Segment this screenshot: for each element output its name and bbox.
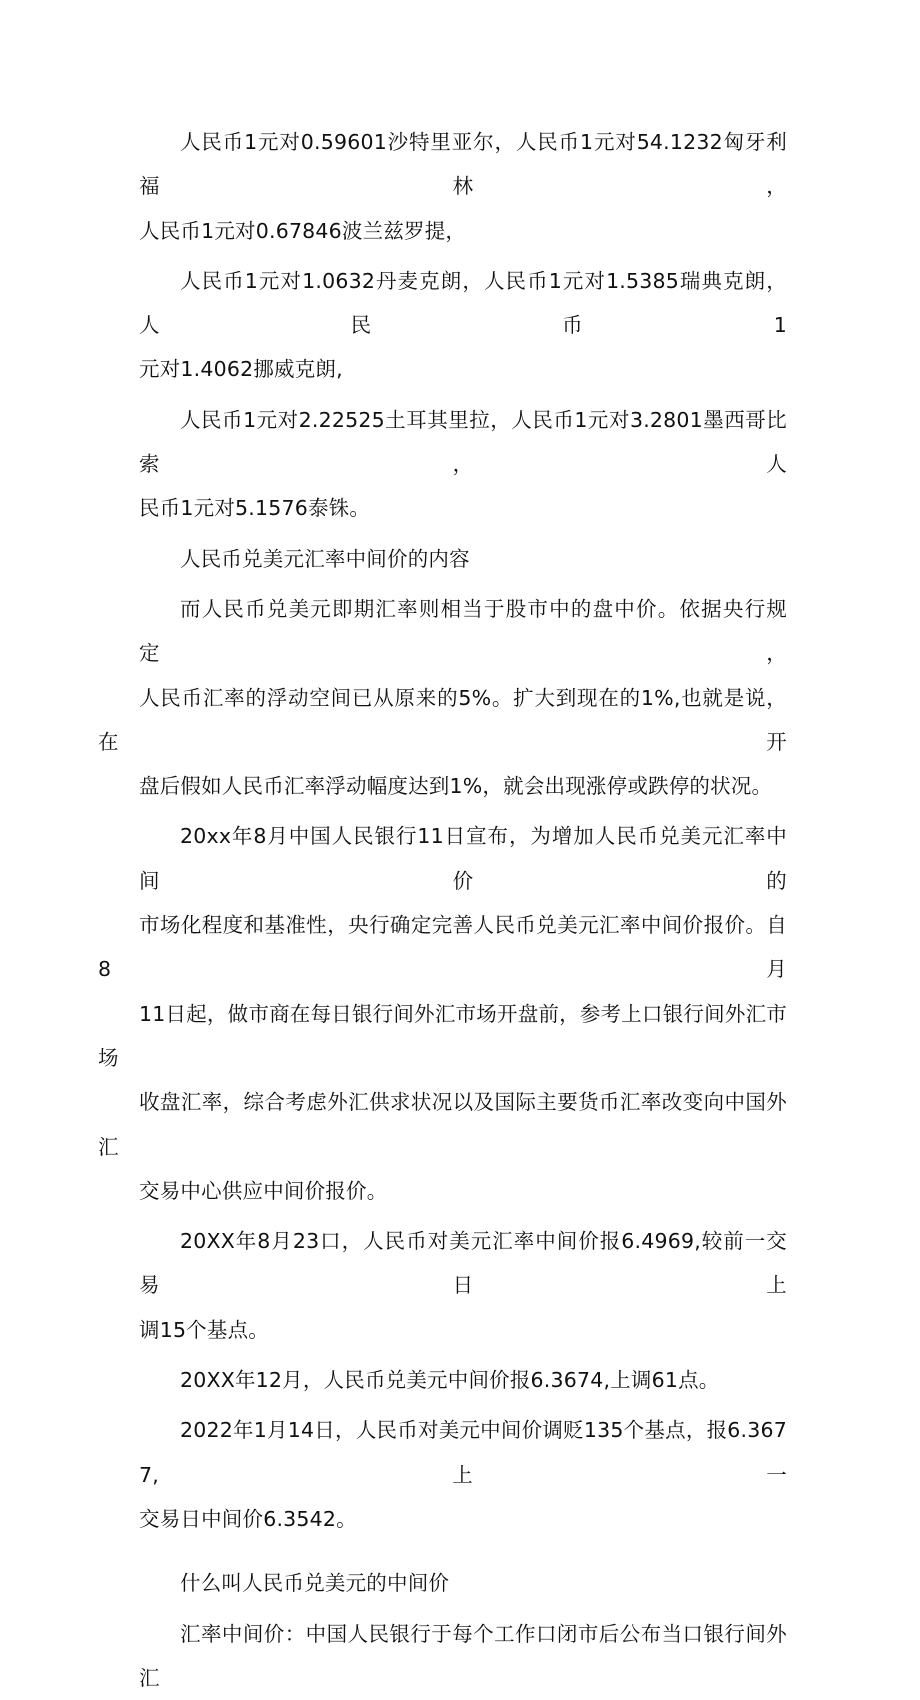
text-line: 汇率中间价：中国人民银行于每个工作口闭市后公布当口银行间外汇 bbox=[139, 1612, 787, 1700]
text-line: 交易日中间价6.3542。 bbox=[98, 1497, 787, 1541]
text-line: 人民币1元对1.0632丹麦克朗，人民币1元对1.5385瑞典克朗，人民币1 bbox=[139, 259, 787, 348]
paragraph-dec-rate bbox=[139, 1358, 787, 1402]
text-line: 民币1元对5.1576泰铢。 bbox=[98, 486, 787, 530]
section-heading-what-is-midrate: 什么叫人民币兑美元的中间价 bbox=[139, 1561, 787, 1605]
paragraph-2022-rate bbox=[139, 1408, 787, 1541]
paragraph-exchange-rates-3 bbox=[139, 398, 787, 531]
text-line: 而人民币兑美元即期汇率则相当于股市中的盘中价。依据央行规定， bbox=[139, 587, 787, 676]
document-body bbox=[139, 120, 787, 1700]
paragraph-exchange-rates-2 bbox=[139, 259, 787, 392]
text-line: 人民币1元对0.67846波兰兹罗提， bbox=[139, 209, 787, 253]
paragraph-aug-23-rate bbox=[139, 1219, 787, 1352]
text-line: 11日起，做市商在每日银行间外汇市场开盘前，参考上口银行间外汇市场 bbox=[98, 992, 787, 1081]
text-line: 20xx年8月中国人民银行11日宣布，为增加人民币兑美元汇率中间价的 bbox=[139, 814, 787, 903]
paragraph-pboc-announcement bbox=[139, 814, 787, 1213]
text-line: 人民币1元对2.22525土耳其里拉，人民币1元对3.2801墨西哥比索，人 bbox=[139, 398, 787, 487]
paragraph-exchange-rates-1 bbox=[139, 120, 787, 253]
text-line: 交易中心供应中间价报价。 bbox=[98, 1169, 787, 1213]
text-line: 人民币1元对0.59601沙特里亚尔，人民币1元对54.1232匈牙利福林， bbox=[139, 120, 787, 209]
text-line: 收盘汇率，综合考虑外汇供求状况以及国际主要货币汇率改变向中国外汇 bbox=[98, 1080, 787, 1169]
text-line: 2022年1月14日，人民币对美元中间价调贬135个基点，报6.3677,上一 bbox=[139, 1408, 787, 1497]
paragraph-spot-rate bbox=[139, 587, 787, 808]
text-line: 盘后假如人民币汇率浮动幅度达到1%，就会出现涨停或跌停的状况。 bbox=[98, 764, 787, 808]
paragraph-midrate-definition bbox=[139, 1612, 787, 1700]
text-line: 人民币汇率的浮动空间已从原来的5%。扩大到现在的1%,也就是说，在开 bbox=[98, 676, 787, 765]
text-line: 20XX年12月，人民币兑美元中间价报6.3674,上调61点。 bbox=[139, 1358, 787, 1402]
text-line: 调15个基点。 bbox=[98, 1308, 787, 1352]
text-line: 市场化程度和基准性，央行确定完善人民币兑美元汇率中间价报价。自8月 bbox=[98, 903, 787, 992]
section-heading-midrate-content: 人民币兑美元汇率中间价的内容 bbox=[139, 537, 787, 581]
text-line: 20XX年8月23口，人民币对美元汇率中间价报6.4969,较前一交易日上 bbox=[139, 1219, 787, 1308]
text-line: 元对1.4062挪威克朗, bbox=[98, 347, 787, 391]
